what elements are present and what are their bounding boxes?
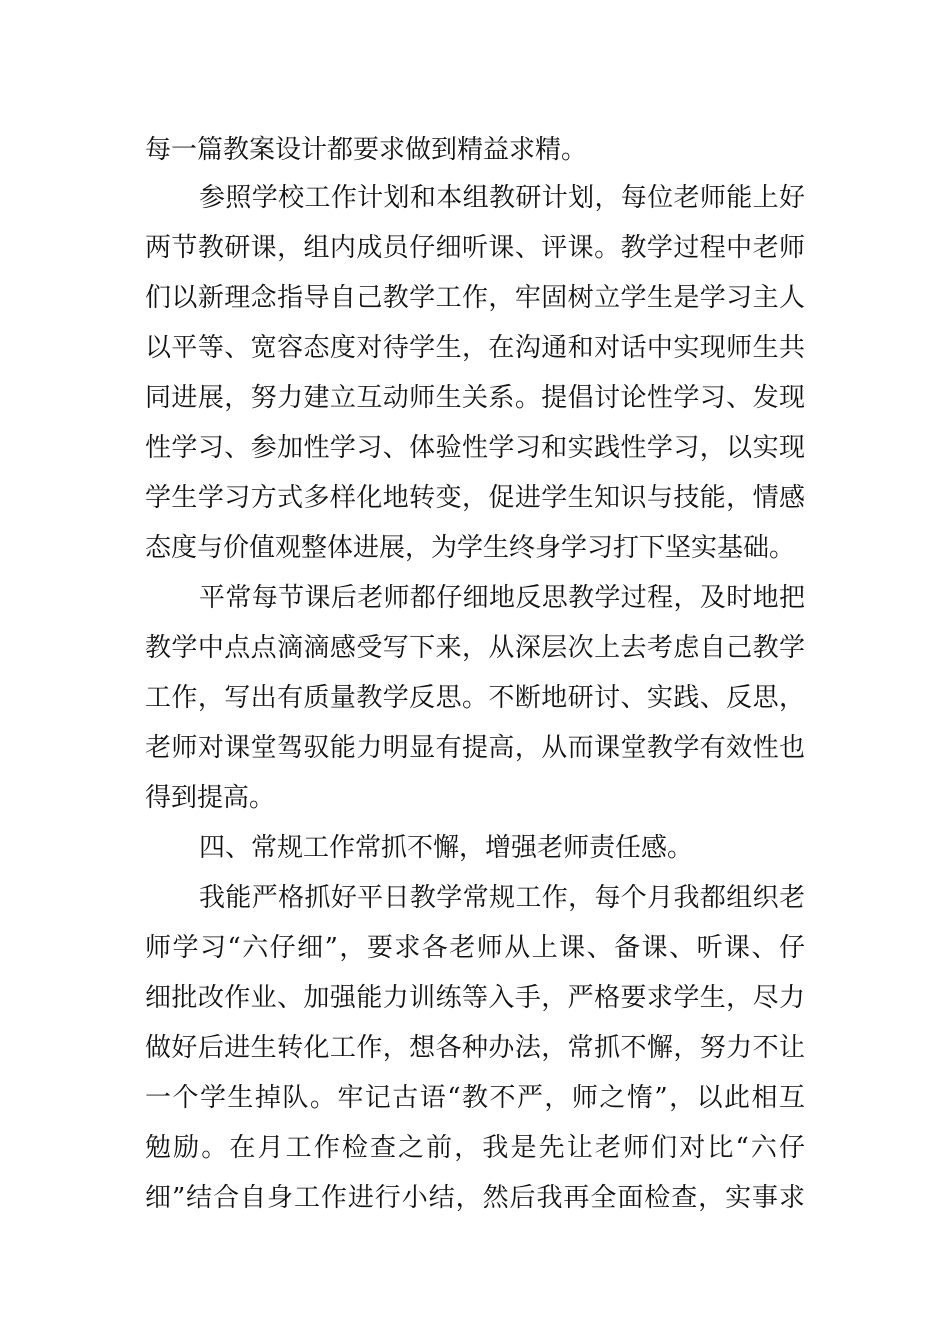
text-line-2: 参照学校工作计划和本组教研计划，每位老师能上好 — [199, 183, 805, 213]
text-line-7: 性学习、参加性学习、体验性学习和实践性学习，以实现 — [145, 433, 805, 463]
text-line-20: 一个学生掉队。牢记古语“教不严，师之惰”，以此相互 — [145, 1083, 805, 1113]
text-line-3: 两节教研课，组内成员仔细听课、评课。教学过程中老师 — [145, 233, 805, 263]
text-line-9: 态度与价值观整体进展，为学生终身学习打下坚实基础。 — [145, 533, 796, 563]
section-heading: 四、常规工作常抓不懈，增强老师责任感。 — [199, 833, 694, 863]
text-line-12: 工作，写出有质量教学反思。不断地研讨、实践、反思， — [145, 683, 805, 713]
text-line-14: 得到提高。 — [145, 783, 276, 813]
text-line-5: 以平等、宽容态度对待学生，在沟通和对话中实现师生共 — [145, 333, 805, 363]
text-line-1: 每一篇教案设计都要求做到精益求精。 — [145, 135, 588, 165]
text-line-6: 同进展，努力建立互动师生关系。提倡讨论性学习、发现 — [145, 383, 805, 413]
text-line-16: 我能严格抓好平日教学常规工作，每个月我都组织老 — [199, 883, 805, 913]
text-line-19: 做好后进生转化工作，想各种办法，常抓不懈，努力不让 — [145, 1033, 805, 1063]
text-line-8: 学生学习方式多样化地转变，促进学生知识与技能，情感 — [145, 483, 805, 513]
text-line-10: 平常每节课后老师都仔细地反思教学过程，及时地把 — [199, 583, 805, 613]
text-line-4: 们以新理念指导自己教学工作，牢固树立学生是学习主人 — [145, 283, 805, 313]
text-line-18: 细批改作业、加强能力训练等入手，严格要求学生，尽力 — [145, 983, 805, 1013]
text-line-17: 师学习“六仔细”，要求各老师从上课、备课、听课、仔 — [145, 933, 805, 963]
text-line-22: 细”结合自身工作进行小结，然后我再全面检查，实事求 — [145, 1183, 805, 1213]
text-line-21: 勉励。在月工作检查之前，我是先让老师们对比“六仔 — [145, 1133, 805, 1163]
text-line-13: 老师对课堂驾驭能力明显有提高，从而课堂教学有效性也 — [145, 733, 805, 763]
text-line-11: 教学中点点滴滴感受写下来，从深层次上去考虑自己教学 — [145, 633, 805, 663]
